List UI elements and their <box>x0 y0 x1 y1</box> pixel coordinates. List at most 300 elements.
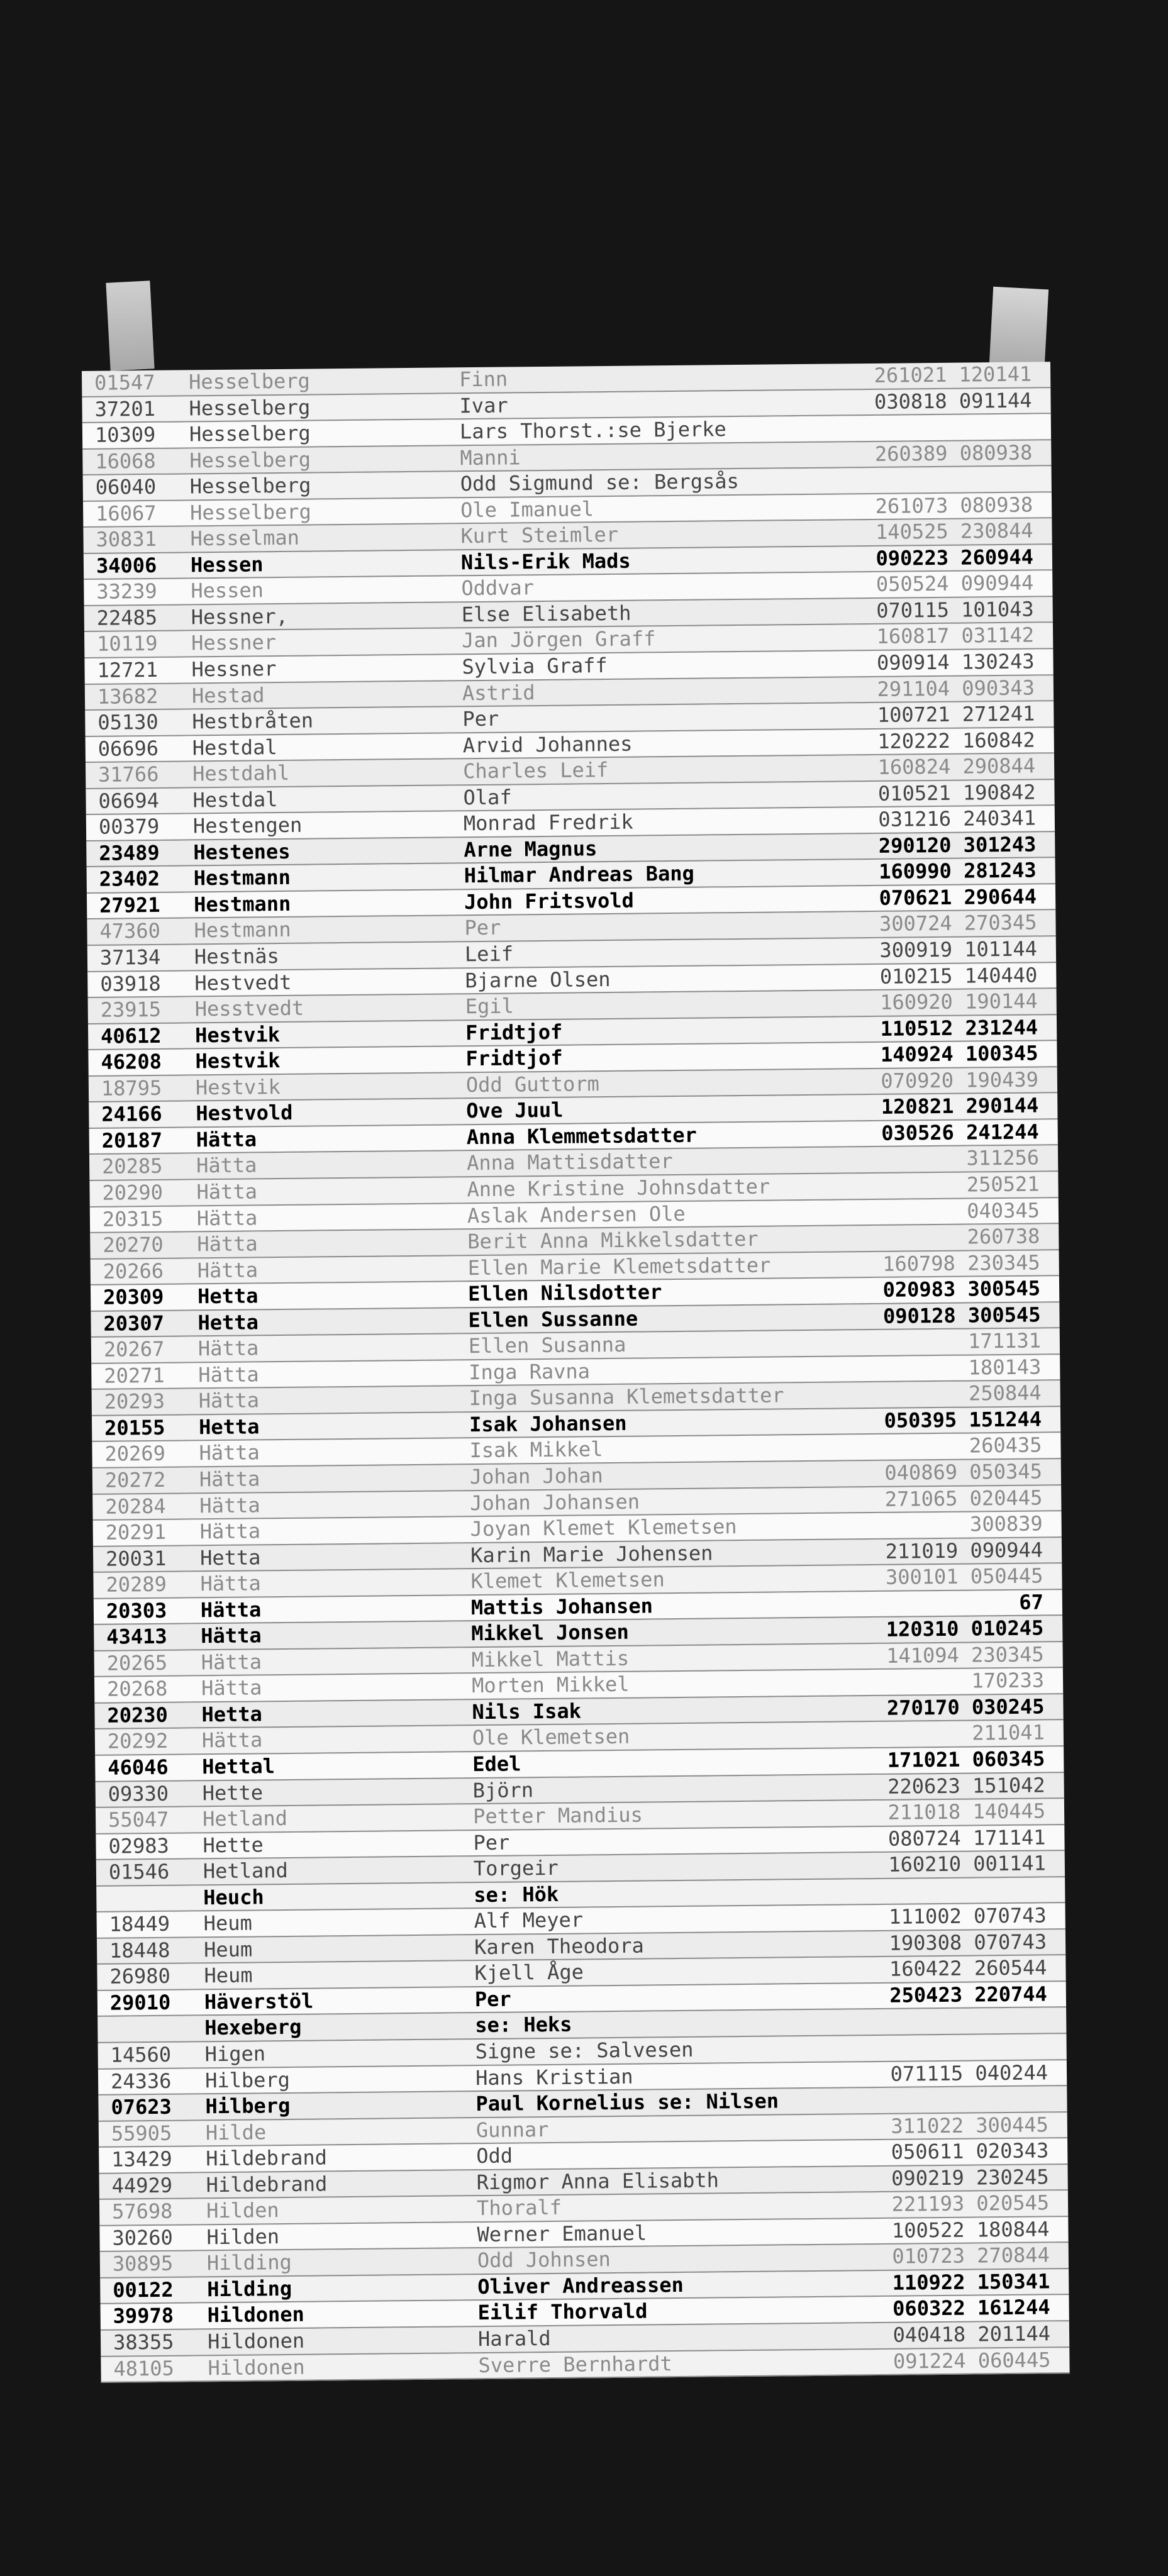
record-number: 10119 <box>96 631 158 657</box>
record-number: 33239 <box>96 579 157 604</box>
surname: Heum <box>203 1937 253 1962</box>
surname: Hestdal <box>192 735 277 760</box>
given-name: Astrid <box>462 680 535 705</box>
record-number: 20187 <box>101 1128 163 1153</box>
given-name: Charles Leif <box>462 758 609 784</box>
record-number: 38355 <box>113 2329 174 2355</box>
record-number: 03918 <box>100 971 161 996</box>
record-dates: 030526 241244 <box>881 1119 1039 1145</box>
record-number: 23489 <box>99 840 160 865</box>
given-name: Ove Juul <box>466 1098 564 1123</box>
surname: Hätta <box>197 1257 259 1282</box>
record-number: 20271 <box>104 1363 165 1388</box>
record-number: 06040 <box>95 475 157 499</box>
record-number: 18449 <box>109 1912 170 1936</box>
record-dates: 090223 260944 <box>876 545 1034 570</box>
record-number: 20266 <box>103 1258 164 1284</box>
given-name: Eilif Thorvald <box>477 2299 648 2325</box>
record-dates: 190308 070743 <box>889 1929 1047 1955</box>
surname: Hätta <box>197 1336 259 1361</box>
given-name: Fridtjof <box>465 1045 563 1071</box>
record-number: 16068 <box>95 448 156 474</box>
record-dates: 050395 151244 <box>884 1407 1042 1433</box>
given-name: Björn <box>472 1777 534 1802</box>
given-name: Monrad Fredrik <box>463 809 633 836</box>
surname: Hestvedt <box>194 970 292 995</box>
record-number: 20284 <box>105 1494 166 1519</box>
record-number: 39978 <box>113 2304 174 2329</box>
record-number: 44929 <box>111 2173 173 2198</box>
record-dates: 160920 190144 <box>880 989 1038 1014</box>
surname: Hätta <box>201 1650 262 1675</box>
record-number: 20315 <box>102 1206 164 1231</box>
given-name: Isak Mikkel <box>469 1437 603 1463</box>
surname: Hilden <box>206 2224 280 2250</box>
record-number: 01547 <box>94 370 155 395</box>
record-number: 16067 <box>95 501 157 526</box>
record-number: 20155 <box>104 1415 165 1440</box>
given-name: Oddvar <box>461 575 535 601</box>
surname: Hätta <box>201 1675 262 1701</box>
record-number: 20265 <box>106 1650 168 1675</box>
surname: Hetta <box>197 1284 259 1309</box>
surname: Hestmann <box>194 918 291 943</box>
record-number: 31766 <box>97 762 159 787</box>
record-number: 20289 <box>106 1572 167 1597</box>
given-name: Karin Marie Johensen <box>470 1541 713 1567</box>
surname: Hilberg <box>205 2094 291 2119</box>
given-name: Rigmor Anna Elisabth <box>476 2168 720 2194</box>
record-dates: 070115 101043 <box>876 597 1034 623</box>
given-name: Manni <box>460 445 521 470</box>
record-dates: 060322 161244 <box>893 2295 1050 2321</box>
record-dates: 160422 260544 <box>889 1955 1047 1982</box>
record-dates: 250521 <box>966 1172 1040 1197</box>
given-name: Thoralf <box>476 2196 562 2221</box>
surname: Higen <box>204 2041 266 2067</box>
surname: Hestengen <box>192 813 303 838</box>
record-dates: 091224 060445 <box>893 2347 1051 2373</box>
record-dates: 271065 020445 <box>884 1485 1043 1511</box>
surname: Hetta <box>201 1702 263 1727</box>
record-dates: 110922 150341 <box>892 2269 1050 2295</box>
given-name: Mattis Johansen <box>470 1594 654 1619</box>
surname: Hetta <box>199 1545 261 1570</box>
surname: Hestdahl <box>192 761 290 786</box>
surname: Hetta <box>198 1414 260 1440</box>
given-name: Johan Johansen <box>470 1489 640 1515</box>
record-number: 20268 <box>106 1677 168 1702</box>
surname: Hetland <box>203 1858 288 1884</box>
given-name: Kjell Åge <box>474 1960 584 1985</box>
given-name: Karen Theodora <box>474 1933 644 1959</box>
surname: Hätta <box>200 1597 262 1622</box>
record-number: 40612 <box>100 1023 162 1048</box>
record-number: 24166 <box>101 1102 162 1127</box>
record-number: 20293 <box>104 1389 165 1414</box>
record-number: 34006 <box>96 553 157 578</box>
given-name: Egil <box>465 994 514 1019</box>
surname: Hesstvedt <box>194 996 304 1021</box>
given-name: Petter Mandius <box>472 1802 643 1829</box>
given-name: Isak Johansen <box>469 1411 627 1437</box>
given-name: se: Heks <box>475 2012 572 2038</box>
record-number: 30260 <box>112 2225 174 2250</box>
record-number: 20270 <box>103 1232 164 1257</box>
surname: Hildebrand <box>206 2172 328 2197</box>
record-dates: 120222 160842 <box>877 728 1035 753</box>
surname: Hilberg <box>204 2067 291 2092</box>
record-dates: 67 <box>1019 1590 1044 1614</box>
given-name: Kurt Steimler <box>460 523 619 548</box>
given-name: Aslak Andersen Ole <box>467 1201 686 1228</box>
surname: Heum <box>203 1911 252 1936</box>
record-dates: 170233 <box>971 1668 1045 1693</box>
record-dates: 211018 140445 <box>887 1799 1046 1824</box>
record-dates: 111002 070743 <box>889 1903 1047 1929</box>
surname: Hätta <box>199 1440 260 1465</box>
record-dates: 070920 190439 <box>881 1067 1039 1093</box>
surname: Hesselberg <box>189 499 311 525</box>
record-dates: 040345 <box>967 1197 1040 1223</box>
given-name: Harald <box>477 2326 551 2351</box>
record-dates: 080724 171141 <box>887 1825 1046 1851</box>
surname: Hestvik <box>195 1048 281 1074</box>
given-name: Paul Kornelius se: Nilsen <box>476 2089 779 2116</box>
surname: Hesselberg <box>189 447 311 473</box>
record-number: 14560 <box>110 2042 172 2067</box>
surname: Hätta <box>197 1231 258 1257</box>
given-name: Inga Susanna Klemetsdatter <box>469 1383 784 1411</box>
surname: Hätta <box>196 1153 257 1178</box>
record-number: 05130 <box>97 709 159 735</box>
surname: Hätta <box>199 1492 260 1518</box>
record-number: 20290 <box>102 1180 164 1205</box>
given-name: Bjarne Olsen <box>465 967 611 992</box>
given-name: Johan Johan <box>469 1463 603 1489</box>
surname: Hildebrand <box>206 2145 328 2171</box>
given-name: Nils-Erik Mads <box>460 548 631 575</box>
record-number: 23402 <box>99 867 160 892</box>
surname: Hessen <box>191 578 264 603</box>
record-dates: 171131 <box>968 1328 1042 1353</box>
surname: Hilding <box>207 2276 292 2302</box>
record-dates: 160798 230345 <box>882 1250 1040 1276</box>
record-number: 00122 <box>113 2277 174 2302</box>
given-name: Signe se: Salvesen <box>475 2037 694 2064</box>
surname: Hildonen <box>207 2328 305 2354</box>
record-number: 13429 <box>111 2146 172 2172</box>
record-number: 10309 <box>94 422 156 447</box>
surname: Heum <box>204 1963 253 1988</box>
record-dates: 211019 090944 <box>885 1538 1043 1563</box>
record-dates: 250844 <box>968 1380 1042 1406</box>
given-name: Anna Mattisdatter <box>466 1149 673 1175</box>
surname: Hesselberg <box>189 473 311 499</box>
record-number: 06694 <box>98 788 160 813</box>
record-number: 26980 <box>109 1964 171 1989</box>
record-dates: 100522 180844 <box>891 2217 1050 2243</box>
record-dates: 050524 090944 <box>876 570 1034 597</box>
given-name: se: Hök <box>474 1882 559 1907</box>
surname: Hettal <box>202 1754 275 1779</box>
surname: Hestvold <box>196 1101 293 1126</box>
record-number: 24336 <box>110 2068 172 2094</box>
record-number: 55905 <box>111 2121 172 2146</box>
record-dates: 141094 230345 <box>886 1642 1044 1668</box>
given-name: Else Elisabeth <box>461 601 631 627</box>
record-number: 20285 <box>101 1154 163 1179</box>
surname: Hesselberg <box>189 395 311 420</box>
surname: Heuch <box>203 1885 264 1909</box>
surname: Hätta <box>201 1623 262 1648</box>
record-dates: 250423 220744 <box>889 1982 1048 2007</box>
surname: Hette <box>202 1780 264 1805</box>
given-name: Klemet Klemetsen <box>470 1567 665 1594</box>
record-number: 20267 <box>103 1337 165 1362</box>
record-number: 46208 <box>101 1050 162 1074</box>
record-number: 01546 <box>108 1859 170 1884</box>
surname: Hätta <box>198 1388 260 1413</box>
record-number: 43413 <box>106 1624 167 1649</box>
record-dates: 260389 080938 <box>874 440 1033 466</box>
record-number: 37134 <box>99 945 161 970</box>
surname: Hessner <box>191 657 277 682</box>
given-name: Hans Kristian <box>475 2064 633 2090</box>
record-number: 30895 <box>112 2251 174 2277</box>
given-name: Odd <box>476 2143 513 2168</box>
surname: Häverstöl <box>204 1989 314 2014</box>
record-number: 48105 <box>113 2356 174 2381</box>
surname: Hestmann <box>193 891 291 917</box>
given-name: Arne Magnus <box>464 836 598 862</box>
given-name: Werner Emanuel <box>477 2221 647 2246</box>
given-name: Finn <box>459 367 508 392</box>
surname: Hildonen <box>207 2302 304 2328</box>
record-number: 00379 <box>98 814 160 840</box>
record-number: 20292 <box>107 1729 169 1754</box>
given-name: Leif <box>464 941 514 967</box>
surname: Hilden <box>206 2198 279 2223</box>
surname: Hette <box>203 1832 264 1857</box>
given-name: Ellen Nilsdotter <box>467 1280 662 1306</box>
given-name: Odd Sigmund se: Bergsås <box>460 469 740 496</box>
record-dates: 221193 020545 <box>891 2190 1050 2217</box>
surname: Hestvik <box>194 1022 281 1047</box>
given-name: Oliver Andreassen <box>477 2272 684 2299</box>
record-number: 20272 <box>104 1467 166 1492</box>
given-name: Inga Ravna <box>469 1359 591 1384</box>
given-name: Per <box>464 916 501 940</box>
record-dates: 140924 100345 <box>880 1041 1038 1067</box>
given-name: Ellen Marie Klemetsdatter <box>467 1253 771 1280</box>
surname: Hilding <box>206 2250 292 2275</box>
record-dates: 211041 <box>972 1720 1045 1745</box>
record-dates: 040418 201144 <box>893 2321 1051 2347</box>
record-dates: 050611 020343 <box>891 2138 1049 2164</box>
record-dates: 290120 301243 <box>878 832 1037 858</box>
record-dates: 160210 001141 <box>888 1851 1047 1877</box>
record-dates: 261021 120141 <box>874 362 1032 387</box>
record-number: 37201 <box>94 396 156 421</box>
given-name: Alf Meyer <box>474 1907 584 1933</box>
record-number: 57698 <box>111 2199 173 2224</box>
record-dates: 261073 080938 <box>875 492 1033 518</box>
surname: Hestdal <box>192 787 278 813</box>
record-number: 20230 <box>107 1702 169 1728</box>
record-dates: 070621 290644 <box>879 884 1037 910</box>
surname: Hätta <box>200 1571 262 1596</box>
record-number: 07623 <box>111 2094 172 2119</box>
given-name: Joyan Klemet Klemetsen <box>470 1514 737 1541</box>
record-dates: 110512 231244 <box>880 1015 1038 1041</box>
record-dates: 311022 300445 <box>891 2112 1049 2138</box>
record-dates: 090914 130243 <box>876 649 1035 675</box>
record-dates: 270170 030245 <box>886 1694 1045 1720</box>
surname: Hätta <box>196 1127 257 1152</box>
given-name: Gunnar <box>476 2117 549 2142</box>
record-dates: 040869 050345 <box>884 1459 1043 1485</box>
record-dates: 160990 281243 <box>879 858 1037 884</box>
record-dates: 031216 240341 <box>878 806 1037 832</box>
surname: Hätta <box>201 1728 263 1753</box>
given-name: Mikkel Mattis <box>471 1646 630 1672</box>
surname: Hetta <box>197 1310 259 1335</box>
surname: Hilde <box>205 2119 267 2145</box>
record-number: 46046 <box>108 1755 169 1780</box>
record-dates: 120821 290144 <box>881 1093 1039 1119</box>
surname: Hestmann <box>193 865 291 891</box>
given-name: Morten Mikkel <box>471 1672 630 1698</box>
given-name: Per <box>474 1987 511 2012</box>
given-name: Ellen Sussanne <box>468 1306 638 1332</box>
given-name: Sylvia Graff <box>462 653 608 679</box>
record-dates: 300839 <box>969 1511 1043 1536</box>
record-number: 20269 <box>104 1441 166 1467</box>
given-name: Olaf <box>463 785 512 809</box>
record-dates: 010215 140440 <box>879 963 1038 989</box>
given-name: Jan Jörgen Graff <box>461 626 656 653</box>
record-dates: 020983 300545 <box>882 1276 1041 1302</box>
surname: Hesselberg <box>189 421 311 447</box>
record-dates: 010521 190842 <box>877 780 1036 806</box>
record-number: 09330 <box>108 1781 169 1806</box>
record-dates: 090219 230245 <box>891 2165 1049 2190</box>
surname: Hätta <box>196 1205 258 1230</box>
given-name: Mikkel Jonsen <box>471 1619 629 1646</box>
surname: Hildonen <box>208 2355 305 2380</box>
surname: Hestbråten <box>192 708 314 734</box>
record-dates: 260435 <box>969 1433 1042 1458</box>
index-card-stack <box>82 362 1069 2381</box>
record-dates: 300724 270345 <box>879 910 1037 936</box>
record-dates: 120310 010245 <box>886 1616 1044 1642</box>
given-name: Fridtjof <box>465 1019 563 1045</box>
record-number: 29010 <box>109 1990 171 2015</box>
record-number: 20307 <box>103 1311 165 1336</box>
record-dates: 311256 <box>966 1145 1040 1170</box>
given-name: Per <box>462 706 499 731</box>
given-name: Arvid Johannes <box>462 731 633 757</box>
given-name: Sverre Bernhardt <box>478 2351 672 2377</box>
surname: Hessner <box>191 630 277 655</box>
record-dates: 260738 <box>967 1224 1040 1249</box>
record-dates: 140525 230844 <box>875 518 1033 545</box>
surname: Hessen <box>190 552 264 577</box>
surname: Hätta <box>199 1467 260 1492</box>
record-dates: 300101 050445 <box>885 1563 1043 1589</box>
record-number: 20031 <box>105 1546 167 1571</box>
surname: Hätta <box>196 1179 258 1204</box>
given-name: Ellen Susanna <box>468 1333 626 1358</box>
record-number: 27921 <box>99 892 160 918</box>
record-dates: 180143 <box>968 1355 1042 1380</box>
record-number: 18448 <box>109 1938 170 1963</box>
record-number: 13682 <box>97 684 159 709</box>
record-number: 20303 <box>106 1598 167 1623</box>
surname: Hesselberg <box>188 369 311 394</box>
surname: Hestnäs <box>194 944 279 969</box>
given-name: Lars Thorst.:se Bjerke <box>459 417 726 444</box>
surname: Hexeberg <box>204 2015 302 2040</box>
record-number: 47360 <box>99 919 161 944</box>
record-dates: 100721 271241 <box>877 701 1035 727</box>
surname: Hestenes <box>193 839 291 865</box>
record-number: 12721 <box>97 657 159 682</box>
given-name: John Fritsvold <box>464 888 635 914</box>
record-dates: 300919 101144 <box>879 936 1038 962</box>
given-name: Odd Johnsen <box>477 2247 611 2273</box>
record-number: 20309 <box>103 1284 164 1309</box>
surname: Hetland <box>202 1806 288 1831</box>
given-name: Hilmar Andreas Bang <box>464 862 694 888</box>
record-dates: 160817 031142 <box>876 623 1035 649</box>
record-number: 22485 <box>96 605 158 630</box>
record-number: 55047 <box>108 1807 169 1832</box>
surname: Hestad <box>191 682 265 708</box>
record-number: 02983 <box>108 1833 170 1858</box>
record-dates: 171021 060345 <box>887 1746 1045 1772</box>
record-dates: 160824 290844 <box>877 753 1036 780</box>
given-name: Berit Anna Mikkelsdatter <box>467 1226 759 1254</box>
record-number: 20291 <box>105 1519 167 1545</box>
given-name: Ole Klemetsen <box>472 1724 630 1750</box>
given-name: Anna Klemmetsdatter <box>466 1123 697 1150</box>
surname: Hätta <box>198 1362 259 1387</box>
record-number: 30831 <box>96 527 157 552</box>
paper-clip-left <box>106 280 154 370</box>
given-name: Torgeir <box>473 1856 559 1881</box>
record-dates: 030818 091144 <box>874 388 1032 414</box>
record-number: 23915 <box>100 997 162 1022</box>
surname: Hessner, <box>191 604 289 630</box>
record-number: 18795 <box>101 1075 162 1101</box>
given-name: Nils Isak <box>472 1699 582 1724</box>
record-dates: 090128 300545 <box>882 1302 1041 1328</box>
record-dates: 220623 151042 <box>887 1772 1045 1799</box>
given-name: Odd Guttorm <box>465 1071 600 1097</box>
given-name: Anne Kristine Johnsdatter <box>467 1174 770 1202</box>
surname: Hestvik <box>195 1074 281 1100</box>
record-dates: 071115 040244 <box>890 2060 1048 2086</box>
given-name: Edel <box>472 1752 521 1777</box>
given-name: Ole Imanuel <box>460 496 594 522</box>
surname: Hesselman <box>190 525 300 551</box>
record-dates: 010723 270844 <box>892 2243 1050 2269</box>
given-name: Per <box>473 1830 510 1855</box>
surname: Hätta <box>199 1519 261 1544</box>
record-number: 06696 <box>97 736 159 761</box>
